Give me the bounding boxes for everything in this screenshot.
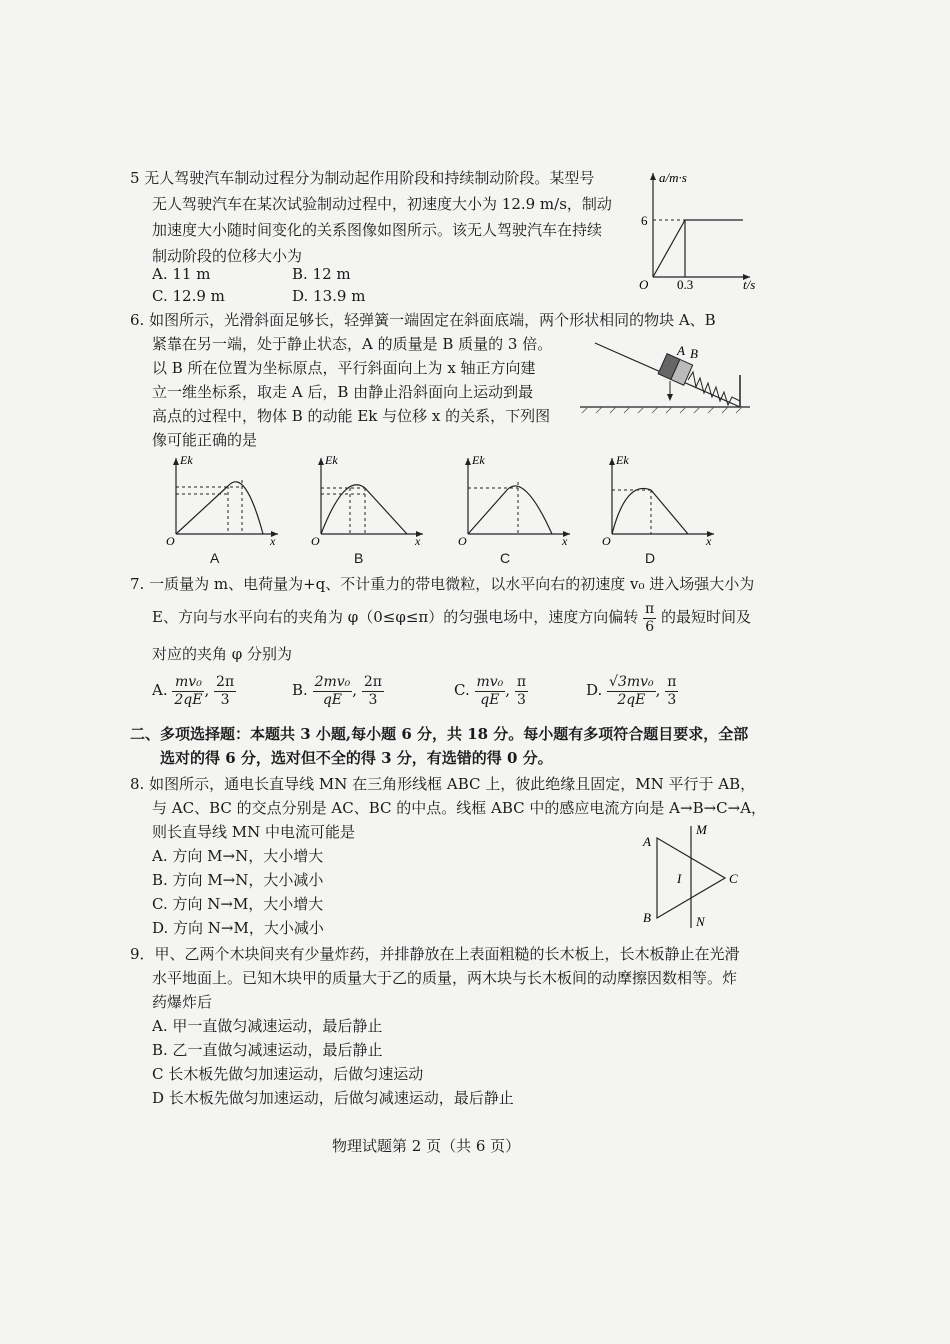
- q6-graph-b-xlabel: x: [415, 534, 421, 547]
- q6-graph-d: [596, 452, 721, 547]
- q7-option-b-label: B.: [292, 681, 308, 699]
- q6-line-3: 以 B 所在位置为坐标原点，平行斜面向上为 x 轴正方向建: [152, 359, 536, 377]
- q8-line-1: 8. 如图所示，通电长直导线 MN 在三角形线框 ABC 上，彼此绝缘且固定，MN 平行于 AB，: [130, 775, 756, 793]
- section2-heading: 二、多项选择题：本题共 3 小题,每小题 6 分，共 18 分。每小题有多项符合题目要求，全部: [130, 725, 749, 743]
- q6-graph-a: [160, 452, 285, 547]
- q7-option-a-angle: [214, 674, 236, 709]
- q5-line-3: 加速度大小随时间变化的关系图像如图所示。该无人驾驶汽车在持续: [152, 221, 603, 239]
- q7-option-c-time-den: qE: [480, 691, 500, 708]
- q7-option-a-angle-den: 3: [220, 691, 230, 708]
- q6-line-2: 紧靠在另一端，处于静止状态，A 的质量是 B 质量的 3 倍。: [152, 335, 553, 353]
- q7-option-d-label: D.: [586, 681, 603, 699]
- q7-option-a-label: A.: [152, 681, 168, 699]
- q7-option-b-angle-num: 2π: [363, 673, 382, 690]
- q7-option-c-label: C.: [454, 681, 470, 699]
- q7-line-2: [152, 600, 751, 636]
- q9-option-a: A. 甲一直做匀减速运动，最后静止: [152, 1017, 383, 1035]
- q8-option-b: B. 方向 M→N，大小减小: [152, 871, 324, 889]
- q6-graph-a-ylabel: Ek: [180, 453, 193, 467]
- q6-graph-c-ylabel: Ek: [472, 453, 485, 467]
- q7-option-a: A. $\frac{\text{mv₀}}{2qE}$ , $\frac{2\pi}{3}$: [152, 673, 235, 708]
- q6-incline-figure: [580, 335, 755, 415]
- q7-option-c-time-num: mv₀: [476, 673, 504, 690]
- q6-graph-b: [305, 452, 430, 547]
- q7-line-1: 7. 一质量为 m、电荷量为+q、不计重力的带电微粒，以水平向右的初速度 v₀ 进入场强大小为: [130, 575, 755, 593]
- q6-graph-a-label: A: [210, 550, 220, 566]
- q5-option-b: B. 12 m: [292, 265, 351, 283]
- q8-label-c: C: [729, 871, 738, 886]
- q6-line-6: 像可能正确的是: [152, 431, 258, 449]
- q9-option-d: D 长木板先做匀加速运动，后做匀减速运动，最后静止: [152, 1089, 514, 1107]
- q6-graph-c-xlabel: x: [562, 534, 568, 547]
- q6-line-4: 立一维坐标系，取走 A 后，B 由静止沿斜面向上运动到最: [152, 383, 534, 401]
- q6-graph-b-label: B: [354, 550, 364, 566]
- q5-graph-origin: O: [639, 277, 649, 292]
- q6-graph-a-origin: O: [166, 534, 175, 547]
- q9-line-3: 药爆炸后: [152, 993, 213, 1011]
- q6-graph-c-label: C: [500, 550, 511, 566]
- q7-option-a-angle-num: 2π: [216, 673, 235, 690]
- q7-option-d-time-den: 2qE: [617, 691, 646, 708]
- q7-option-a-time-num: mv₀: [172, 674, 204, 692]
- q6-graph-c-origin: O: [458, 534, 467, 547]
- q6-figure-label-a: A: [677, 343, 685, 358]
- q8-label-m: M: [696, 822, 707, 837]
- q7-option-a-time: [172, 674, 204, 709]
- q8-option-c: C. 方向 N→M，大小增大: [152, 895, 324, 913]
- q8-line-3: 则长直导线 MN 中电流可能是: [152, 823, 356, 841]
- q8-line-2: 与 AC、BC 的交点分别是 AC、BC 的中点。线框 ABC 中的感应电流方向是 A→B→C→A，: [152, 799, 767, 817]
- q7-line-2-text-a: E、方向与水平向右的夹角为 φ（0≤φ≤π）的匀强电场中，速度方向偏转: [152, 608, 639, 626]
- q7-option-c: C. $\frac{\text{mv₀}}{qE}$ , $\frac{\pi}{3}$: [454, 673, 527, 708]
- q6-graph-d-ylabel: Ek: [616, 453, 629, 467]
- q5-acceleration-graph: [625, 165, 765, 295]
- q7-option-c-angle-num: π: [516, 673, 527, 690]
- q6-graph-c: [452, 452, 577, 547]
- q9-option-b: B. 乙一直做匀减速运动，最后静止: [152, 1041, 383, 1059]
- q6-graph-a-xlabel: x: [270, 534, 276, 547]
- q7-option-b: B. $\frac{\text{2mv₀}}{qE}$ , $\frac{2\pi}{3}$: [292, 673, 382, 708]
- q7-option-b-angle: [362, 674, 384, 709]
- page-footer: 物理试题第 2 页（共 6 页）: [332, 1137, 521, 1155]
- q7-option-d-angle-den: 3: [667, 691, 677, 708]
- q7-deflection-fraction: [643, 601, 656, 636]
- q7-deflection-den: 6: [645, 618, 655, 635]
- q6-line-1: 6. 如图所示，光滑斜面足够长，轻弹簧一端固定在斜面底端，两个形状相同的物块 A、B: [130, 311, 716, 329]
- q5-line-2: 无人驾驶汽车在某次试验制动过程中，初速度大小为 12.9 m/s，制动: [152, 195, 612, 213]
- q5-graph-ytick: 6: [641, 213, 648, 228]
- q7-option-b-time: [313, 674, 353, 709]
- q7-option-c-time: [475, 674, 506, 709]
- q8-label-a: A: [643, 834, 651, 849]
- q7-line-2-text-b: 的最短时间及: [661, 608, 752, 626]
- q5-option-a: A. 11 m: [152, 265, 211, 283]
- q7-option-b-angle-den: 3: [368, 691, 378, 708]
- q7-option-b-time-den: qE: [322, 691, 343, 708]
- q7-line-3: 对应的夹角 φ 分别为: [152, 645, 293, 663]
- q7-option-d-angle-num: π: [667, 673, 677, 690]
- q7-option-c-angle-den: 3: [516, 691, 526, 708]
- q8-label-i: I: [677, 871, 682, 886]
- q5-graph-ylabel: a/m·s: [659, 170, 687, 185]
- q9-option-c: C 长木板先做匀加速运动，后做匀速运动: [152, 1065, 424, 1083]
- q6-graph-d-label: D: [645, 550, 656, 566]
- q6-graph-d-xlabel: x: [706, 534, 712, 547]
- q8-option-a: A. 方向 M→N，大小增大: [152, 847, 324, 865]
- q8-label-n: N: [696, 914, 705, 929]
- q5-option-c: C. 12.9 m: [152, 287, 225, 305]
- q9-line-2: 水平地面上。已知木块甲的质量大于乙的质量，两木块与长木板间的动摩擦因数相等。炸: [152, 969, 738, 987]
- q7-option-b-time-num: 2mv₀: [314, 673, 351, 690]
- q9-line-1: 9．甲、乙两个木块间夹有少量炸药，并排静放在上表面粗糙的长木板上，长木板静止在光滑: [130, 945, 740, 963]
- section2-heading-cont: 选对的得 6 分，选对但不全的得 3 分，有选错的得 0 分。: [160, 749, 553, 767]
- q6-graph-b-origin: O: [311, 534, 320, 547]
- q7-option-d-time: [607, 674, 656, 709]
- q7-option-d-time-num: √3mv₀: [609, 673, 654, 690]
- q5-line-4: 制动阶段的位移大小为: [152, 247, 303, 265]
- q5-graph-xtick: 0.3: [677, 277, 694, 292]
- q8-label-b: B: [643, 910, 651, 925]
- q7-option-d: D. $\frac{\text{√3mv₀}}{2qE}$ , $\frac{\pi}{3}$: [586, 673, 677, 708]
- q6-line-5: 高点的过程中，物体 B 的动能 Ek 与位移 x 的关系，下列图: [152, 407, 551, 425]
- q5-option-d: D. 13.9 m: [292, 287, 366, 305]
- q6-figure-label-b: B: [690, 346, 698, 361]
- q7-deflection-num: π: [645, 600, 655, 617]
- q6-graph-b-ylabel: Ek: [325, 453, 338, 467]
- q8-option-d: D. 方向 N→M，大小减小: [152, 919, 324, 937]
- q5-graph-xlabel: t/s: [743, 277, 756, 292]
- q8-circuit-figure: [635, 820, 750, 932]
- q7-option-c-angle: [515, 674, 528, 709]
- q5-line-1: 5 无人驾驶汽车制动过程分为制动起作用阶段和持续制动阶段。某型号: [130, 169, 595, 187]
- q7-option-a-time-den: 2qE: [174, 691, 203, 708]
- q7-option-d-angle: [665, 674, 678, 709]
- q6-graph-d-origin: O: [602, 534, 611, 547]
